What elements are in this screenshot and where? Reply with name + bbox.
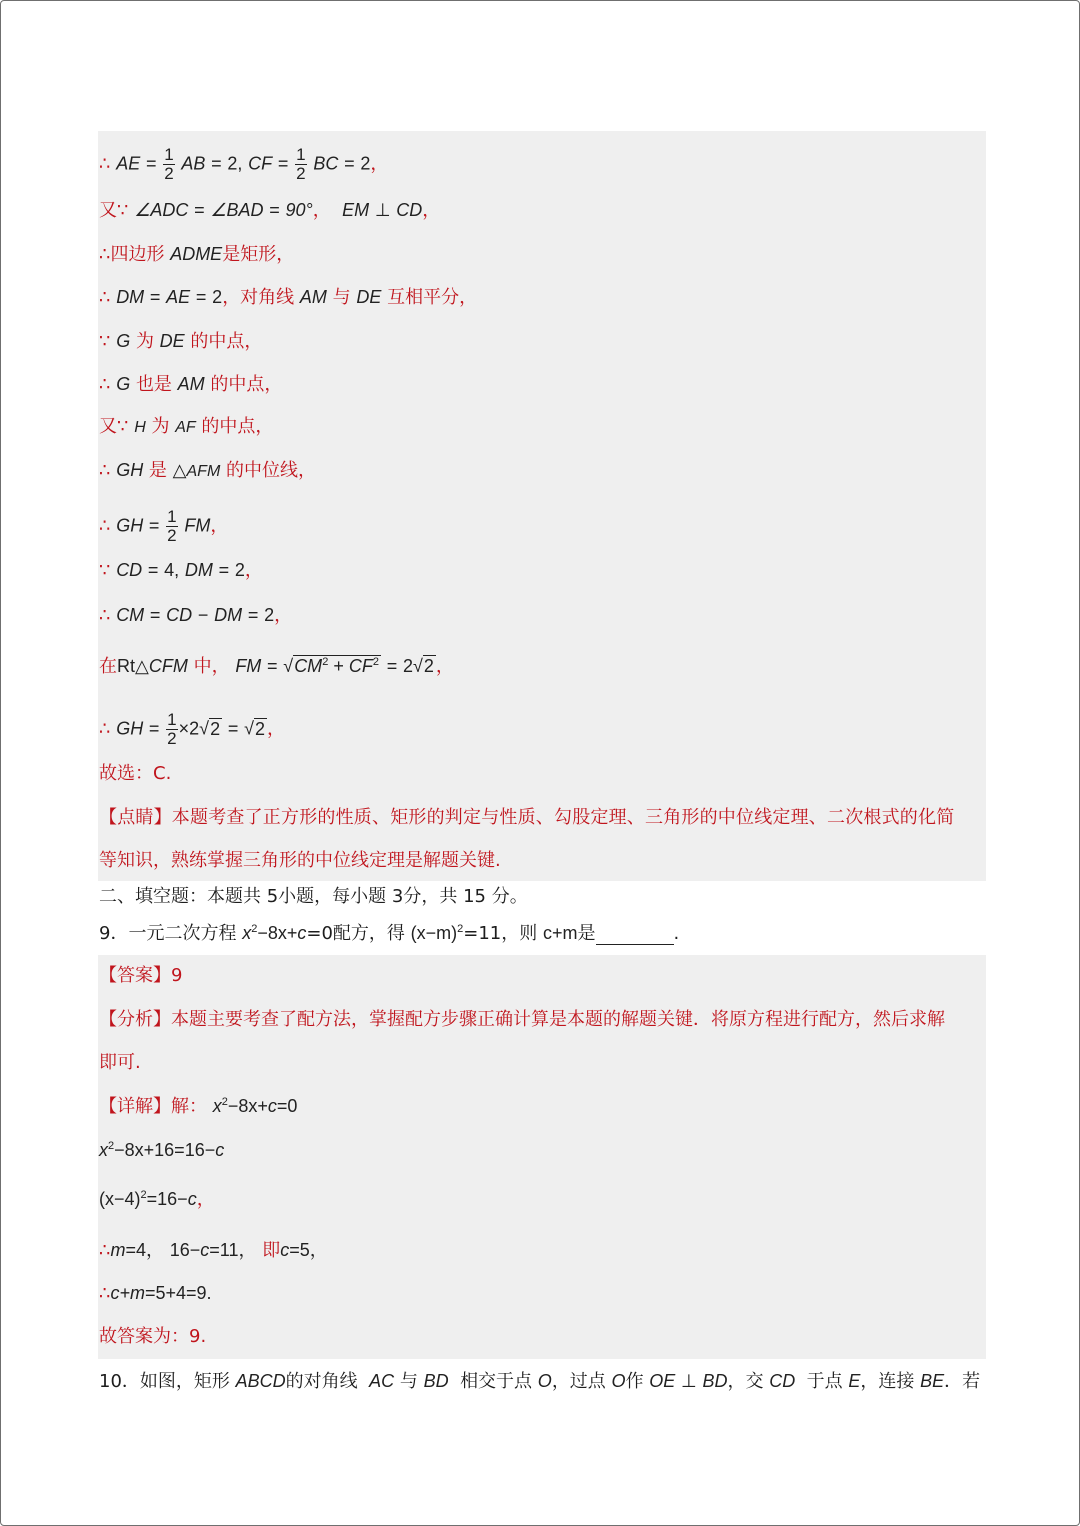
- math-op: =: [195, 287, 207, 307]
- text: 为: [135, 331, 154, 352]
- math-expr: −8x+: [227, 1096, 268, 1116]
- math-var: GH: [116, 515, 144, 536]
- punct: .: [673, 923, 680, 944]
- solution-line: [99, 330, 262, 353]
- question-10: [99, 1370, 980, 1393]
- answer-blank: [596, 928, 674, 945]
- text: 相交于点: [460, 1371, 533, 1392]
- math-var: BD: [423, 1371, 449, 1391]
- therefore-sign: ∴: [99, 605, 111, 626]
- math-var: AB: [181, 153, 206, 174]
- math-num: 2: [189, 718, 200, 739]
- math-var: O: [611, 1371, 626, 1391]
- math-op: +: [333, 656, 344, 676]
- numerator: 1: [164, 145, 174, 164]
- rt-triangle-symbol: Rt△: [117, 656, 149, 676]
- text: 是: [577, 923, 596, 944]
- math-var: DM: [214, 605, 243, 625]
- math-num: 2,: [227, 153, 243, 174]
- fraction: [163, 146, 174, 183]
- punct: ，: [274, 605, 293, 626]
- math-var: ABCD: [235, 1371, 286, 1391]
- punct: ，: [370, 153, 389, 175]
- math-num: 90°: [285, 200, 313, 220]
- math-num: 2: [234, 560, 245, 580]
- solution-line: [99, 459, 316, 483]
- math-expr: (x−m): [410, 923, 458, 943]
- math-var: E: [848, 1371, 861, 1391]
- math-var: G: [116, 331, 131, 351]
- triangle-symbol: △: [172, 460, 187, 480]
- math-var: CM: [116, 605, 145, 625]
- math-expr: =11，: [209, 1240, 257, 1260]
- fraction: [166, 711, 177, 748]
- math-op: =: [149, 287, 161, 307]
- text: 等知识，熟练掌握三角形的中位线定理是解题关键.: [99, 850, 501, 871]
- exponent: 2: [372, 656, 379, 668]
- text: 的中点，: [190, 331, 263, 352]
- math-op: =: [148, 515, 160, 536]
- math-num: 2: [264, 605, 275, 625]
- math-op: =: [386, 656, 398, 676]
- math-var: CF: [348, 656, 373, 676]
- math-op: ×: [178, 718, 190, 739]
- math-expr: =5，: [289, 1240, 328, 1260]
- text: 与: [332, 287, 351, 308]
- exponent: 2: [457, 923, 464, 935]
- radical-sign: √: [283, 656, 294, 676]
- math-var: c: [187, 1189, 197, 1209]
- solution-line: [99, 199, 440, 222]
- math-op: =: [344, 153, 355, 174]
- text: 中，: [193, 656, 230, 677]
- math-var: CD: [116, 560, 143, 580]
- solution-line: [99, 655, 454, 678]
- numerator: 1: [296, 145, 306, 164]
- text: 9．一元二次方程: [99, 923, 237, 944]
- math-var: DE: [159, 331, 185, 351]
- math-op: =: [147, 560, 159, 580]
- because-sign: ∵: [99, 331, 111, 352]
- math-var: CM: [294, 656, 323, 676]
- punct: ，: [422, 200, 441, 221]
- text: 10．如图，矩形: [99, 1371, 230, 1392]
- math-op: ⊥: [681, 1371, 697, 1391]
- square-root: [283, 655, 381, 676]
- math-var: AM: [299, 287, 327, 307]
- text: ．若: [944, 1371, 981, 1392]
- text: 的中点，: [201, 416, 274, 437]
- math-var: c+m: [110, 1283, 145, 1303]
- math-num: 4,: [164, 560, 180, 580]
- text: 【分析】本题主要考查了配方法，掌握配方步骤正确计算是本题的解题关键．将原方程进行配方，然后求解: [99, 1009, 945, 1030]
- math-expr: −8x+: [257, 923, 298, 943]
- solution-line: [99, 146, 388, 183]
- text: ，连接: [860, 1371, 915, 1392]
- exponent: 2: [322, 656, 329, 668]
- math-var: OE: [649, 1371, 676, 1391]
- math-op: =: [227, 718, 239, 739]
- math-var: m: [110, 1240, 126, 1260]
- detail-line: [99, 1095, 297, 1118]
- choice-answer: [99, 763, 171, 785]
- text: 是矩形，: [222, 244, 295, 265]
- text: 【答案】9: [99, 965, 183, 986]
- math-expr: −8x+16=16−: [114, 1140, 216, 1160]
- math-var: BC: [313, 153, 339, 174]
- text: 于点: [806, 1371, 843, 1392]
- math-var: GH: [116, 460, 144, 480]
- text: 也是: [135, 374, 172, 395]
- text: 在: [99, 656, 117, 677]
- math-var: ∠ADC: [134, 200, 189, 220]
- text: 即可.: [99, 1052, 141, 1073]
- math-op: =: [277, 153, 289, 174]
- text: 作: [625, 1371, 644, 1392]
- math-var: AC: [369, 1371, 395, 1391]
- math-var: CFM: [148, 656, 188, 676]
- math-var: c: [280, 1240, 290, 1260]
- text: 的对角线: [285, 1371, 358, 1392]
- answer-line: [99, 965, 182, 987]
- math-var: DE: [356, 287, 382, 307]
- math-var: CD: [166, 605, 193, 625]
- denominator: 2: [164, 164, 174, 183]
- math-var: DM: [184, 560, 213, 580]
- radical-sign: √: [199, 718, 210, 739]
- text: 【点睛】本题考查了正方形的性质、矩形的判定与性质、勾股定理、三角形的中位线定理、二次根式的化简: [99, 807, 955, 828]
- math-var: AF: [175, 419, 196, 436]
- math-expr: c+m: [543, 923, 578, 943]
- question-9: [99, 922, 679, 945]
- text: 与: [399, 1371, 418, 1392]
- exponent: 2: [221, 1096, 228, 1108]
- detail-line: [99, 1188, 215, 1211]
- detail-line: [99, 1139, 224, 1162]
- math-var: O: [537, 1371, 552, 1391]
- math-op: =: [149, 605, 161, 625]
- math-op: =: [267, 656, 278, 676]
- punct: ，: [435, 656, 454, 677]
- math-expr: =4，: [125, 1240, 164, 1260]
- text: 即: [262, 1240, 281, 1261]
- therefore-sign: ∴: [99, 515, 111, 537]
- radicand: 2: [423, 656, 434, 676]
- text: 又∵: [99, 416, 129, 437]
- square-root: [199, 718, 222, 739]
- math-expr: =5+4=9.: [144, 1283, 212, 1303]
- text: ∴四边形: [99, 244, 165, 265]
- solution-line: [99, 508, 228, 545]
- math-var: c: [200, 1240, 210, 1260]
- punct: ，: [244, 560, 263, 581]
- text: 为: [151, 416, 170, 437]
- math-num: 2: [212, 287, 223, 307]
- math-var: FM: [235, 656, 262, 676]
- punct: ，: [196, 1189, 215, 1210]
- math-var: EM: [342, 200, 370, 220]
- square-root: [244, 718, 267, 739]
- math-var: G: [116, 374, 131, 394]
- numerator: 1: [167, 710, 177, 729]
- solution-line: [99, 559, 263, 582]
- math-op: =: [145, 153, 157, 174]
- detail-line: [99, 1282, 212, 1305]
- math-op: =: [148, 718, 160, 739]
- math-op: −: [197, 605, 209, 625]
- radicand: 2: [254, 718, 265, 739]
- text: 故答案为：9.: [99, 1326, 207, 1347]
- therefore-sign: ∴: [99, 287, 111, 308]
- math-var: BE: [920, 1371, 945, 1391]
- exponent: 2: [108, 1140, 115, 1152]
- math-var: CD: [769, 1371, 796, 1391]
- solution-line: [99, 243, 294, 266]
- math-var: DM: [116, 287, 145, 307]
- solution-line: [99, 286, 477, 309]
- radical-sign: √: [244, 718, 254, 739]
- math-var: AM: [177, 374, 205, 394]
- math-var: BD: [702, 1371, 728, 1391]
- math-var: ADME: [170, 244, 223, 264]
- math-var: c: [297, 923, 307, 943]
- math-num: 2: [402, 656, 413, 676]
- math-expr: 16−: [169, 1240, 201, 1260]
- solution-line: [99, 373, 282, 396]
- exponent: 2: [140, 1189, 147, 1201]
- math-var: GH: [116, 718, 144, 739]
- text: 二、填空题：本题共 5小题，每小题 3分，共 15 分。: [99, 886, 528, 907]
- math-var: x: [242, 923, 252, 943]
- denominator: 2: [167, 729, 177, 748]
- text: ，过点: [551, 1371, 606, 1392]
- comment-line: [99, 807, 954, 829]
- section-heading: [99, 886, 528, 908]
- text: =11，则: [463, 923, 538, 944]
- analysis-line: [99, 1009, 945, 1031]
- because-sign: ∵: [99, 560, 111, 581]
- therefore-sign: ∴: [99, 460, 111, 481]
- text: 的中点，: [210, 374, 283, 395]
- math-expr: =16−: [146, 1189, 188, 1209]
- math-var: CD: [396, 200, 423, 220]
- therefore-sign: ∴: [99, 1240, 111, 1261]
- therefore-sign: ∴: [99, 1283, 111, 1304]
- math-op: =: [247, 605, 259, 625]
- math-op: ⊥: [374, 200, 391, 220]
- analysis-line: [99, 1052, 141, 1074]
- denominator: 2: [167, 526, 177, 545]
- math-var: x: [212, 1096, 222, 1116]
- final-answer: [99, 1326, 206, 1348]
- numerator: 1: [167, 507, 177, 526]
- text: 的中位线，: [226, 460, 317, 481]
- solution-line: [99, 416, 273, 439]
- math-var: c: [267, 1096, 277, 1116]
- text: 互相平分，: [387, 287, 478, 308]
- math-expr: (x−4): [99, 1189, 141, 1209]
- radical-sign: √: [412, 656, 423, 676]
- text: ，交: [727, 1371, 764, 1392]
- comment-line: [99, 850, 501, 872]
- math-op: =: [218, 560, 230, 580]
- fraction: [166, 508, 177, 545]
- math-op: =: [194, 200, 205, 220]
- math-op: =: [211, 153, 222, 174]
- math-expr: =0: [276, 1096, 298, 1116]
- math-var: CF: [248, 153, 273, 174]
- math-var: H: [134, 419, 146, 436]
- therefore-sign: ∴: [99, 718, 111, 740]
- text: 是: [148, 460, 167, 481]
- math-num: 2: [360, 153, 371, 174]
- therefore-sign: ∴: [99, 374, 111, 395]
- punct: ，: [312, 200, 331, 221]
- denominator: 2: [296, 164, 306, 183]
- text: 又∵: [99, 200, 129, 221]
- exponent: 2: [251, 923, 258, 935]
- radicand: [293, 655, 381, 676]
- detail-line: [99, 1239, 328, 1262]
- text: 【详解】解：: [99, 1096, 207, 1117]
- math-var: AE: [166, 287, 191, 307]
- math-var: x: [99, 1140, 108, 1160]
- therefore-sign: ∴: [99, 153, 111, 175]
- math-var: AFM: [186, 463, 221, 480]
- math-op: =: [269, 200, 280, 220]
- math-var: ∠BAD: [210, 200, 264, 220]
- math-var: AE: [116, 153, 141, 174]
- punct: ，: [266, 718, 285, 740]
- solution-line: [99, 711, 285, 748]
- square-root: [413, 655, 436, 676]
- punct: ，: [210, 515, 229, 537]
- text: ，对角线: [222, 287, 295, 308]
- solution-line: [99, 604, 292, 627]
- math-var: FM: [184, 515, 211, 536]
- fraction: [295, 146, 306, 183]
- text: =0配方，得: [306, 923, 405, 944]
- math-var: c: [215, 1140, 225, 1160]
- radicand: 2: [210, 718, 221, 739]
- text: 故选：C.: [99, 763, 172, 784]
